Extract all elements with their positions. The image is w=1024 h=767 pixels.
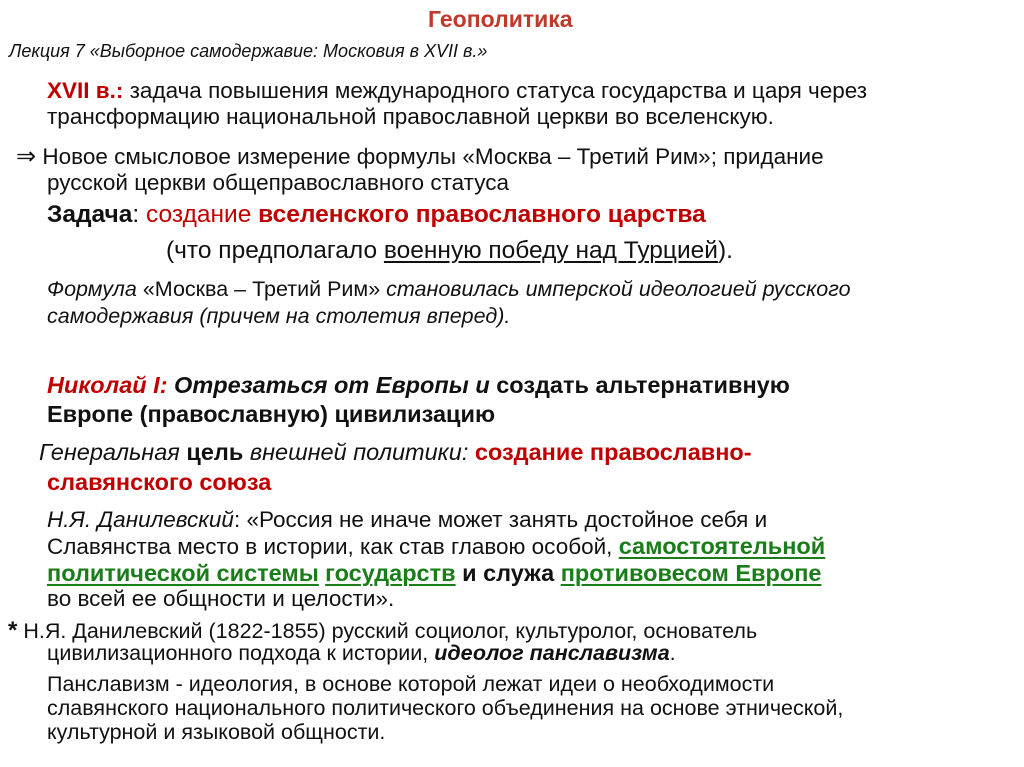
task-subline [166, 238, 733, 265]
danilevsky-name: Н.Я. Данилевский [47, 507, 234, 532]
goal-t2: цель [179, 439, 250, 465]
lecture-subtitle: Лекция 7 «Выборное самодержавие: Московия в XVII в.» [9, 41, 488, 61]
danilevsky-line-3 [47, 561, 821, 587]
danilevsky-highlight-3: государств [325, 560, 456, 586]
task-colon: : [132, 201, 147, 228]
footnote-text-2a: цивилизационного подхода к истории, [47, 641, 435, 665]
nikolai-t1: Отрезаться от Европы и [167, 372, 490, 398]
danilevsky-highlight-1: самостоятельной [618, 533, 826, 559]
panslavism-line-2: славянского национального политического объединения на основе этнической, [47, 696, 844, 720]
implies-arrow-icon: ⇒ [16, 143, 37, 170]
panslavism-line-3: культурной и языковой общности. [47, 720, 386, 744]
nikolai-line-1 [47, 373, 790, 399]
formula-line-1 [47, 278, 851, 302]
goal-t1: Генеральная [39, 439, 180, 465]
goal-line-2: славянского союза [47, 469, 272, 495]
xvii-label: XVII в.: [47, 78, 124, 103]
goal-t4: создание православно- [474, 439, 752, 465]
new-meaning-text-1: Новое смысловое измерение формулы «Москва – Третий Рим»; придание [36, 144, 824, 169]
task-sub-underlined: военную победу над Турцией [383, 237, 718, 264]
new-meaning-line-2: русской церкви общеправославного статуса [47, 170, 509, 195]
task-text-1: создание [146, 201, 259, 228]
danilevsky-line-2 [47, 534, 825, 560]
footnote-line-2 [47, 642, 676, 666]
footnote-star: * [8, 617, 18, 644]
goal-line-1 [39, 440, 752, 466]
nikolai-name: Николай I: [47, 372, 168, 398]
nikolai-line-2: Европе (православную) цивилизацию [47, 401, 496, 427]
footnote-text-2c: . [669, 641, 676, 665]
formula-t1: Формула [47, 277, 137, 301]
nikolai-t2: создать альтернативную [489, 372, 790, 398]
formula-t2: «Москва – Третий Рим» [136, 277, 387, 301]
task-text-2: вселенского православного царства [258, 201, 706, 228]
task-label: Задача [47, 201, 133, 228]
task-line [47, 202, 706, 229]
footnote-text-1: Н.Я. Данилевский (1822-1855) русский социолог, культуролог, основатель [17, 619, 758, 643]
danilevsky-highlight-2: политической системы [47, 560, 319, 586]
xvii-paragraph-line-1 [47, 79, 867, 104]
task-sub-open: (что предполагало [166, 237, 384, 264]
formula-t3: становилась имперской идеологией русского [386, 277, 851, 301]
xvii-text-1: задача повышения международного статуса государства и царя через [123, 78, 868, 103]
danilevsky-text-3d: и служа [455, 560, 561, 586]
page-title: Геополитика [428, 6, 573, 32]
new-meaning-line-1 [16, 144, 824, 170]
goal-t3: внешней политики: [249, 439, 475, 465]
danilevsky-line-4: во всей ее общности и целости». [47, 586, 395, 611]
formula-line-2: самодержавия (причем на столетия вперед). [47, 304, 511, 328]
danilevsky-line-1 [47, 508, 767, 533]
danilevsky-text-2a: Славянства место в истории, как став главою особой, [47, 534, 619, 559]
danilevsky-highlight-4: противовесом Европе [560, 560, 822, 586]
panslavism-line-1: Панславизм - идеология, в основе которой лежат идеи о необходимости [47, 672, 775, 696]
footnote-text-2b: идеолог панславизма [434, 641, 670, 665]
xvii-paragraph-line-2: трансформацию национальной православной церкви во вселенскую. [47, 104, 774, 129]
task-sub-close: ). [717, 237, 733, 264]
danilevsky-text-1: : «Россия не иначе может занять достойное себя и [233, 507, 768, 532]
